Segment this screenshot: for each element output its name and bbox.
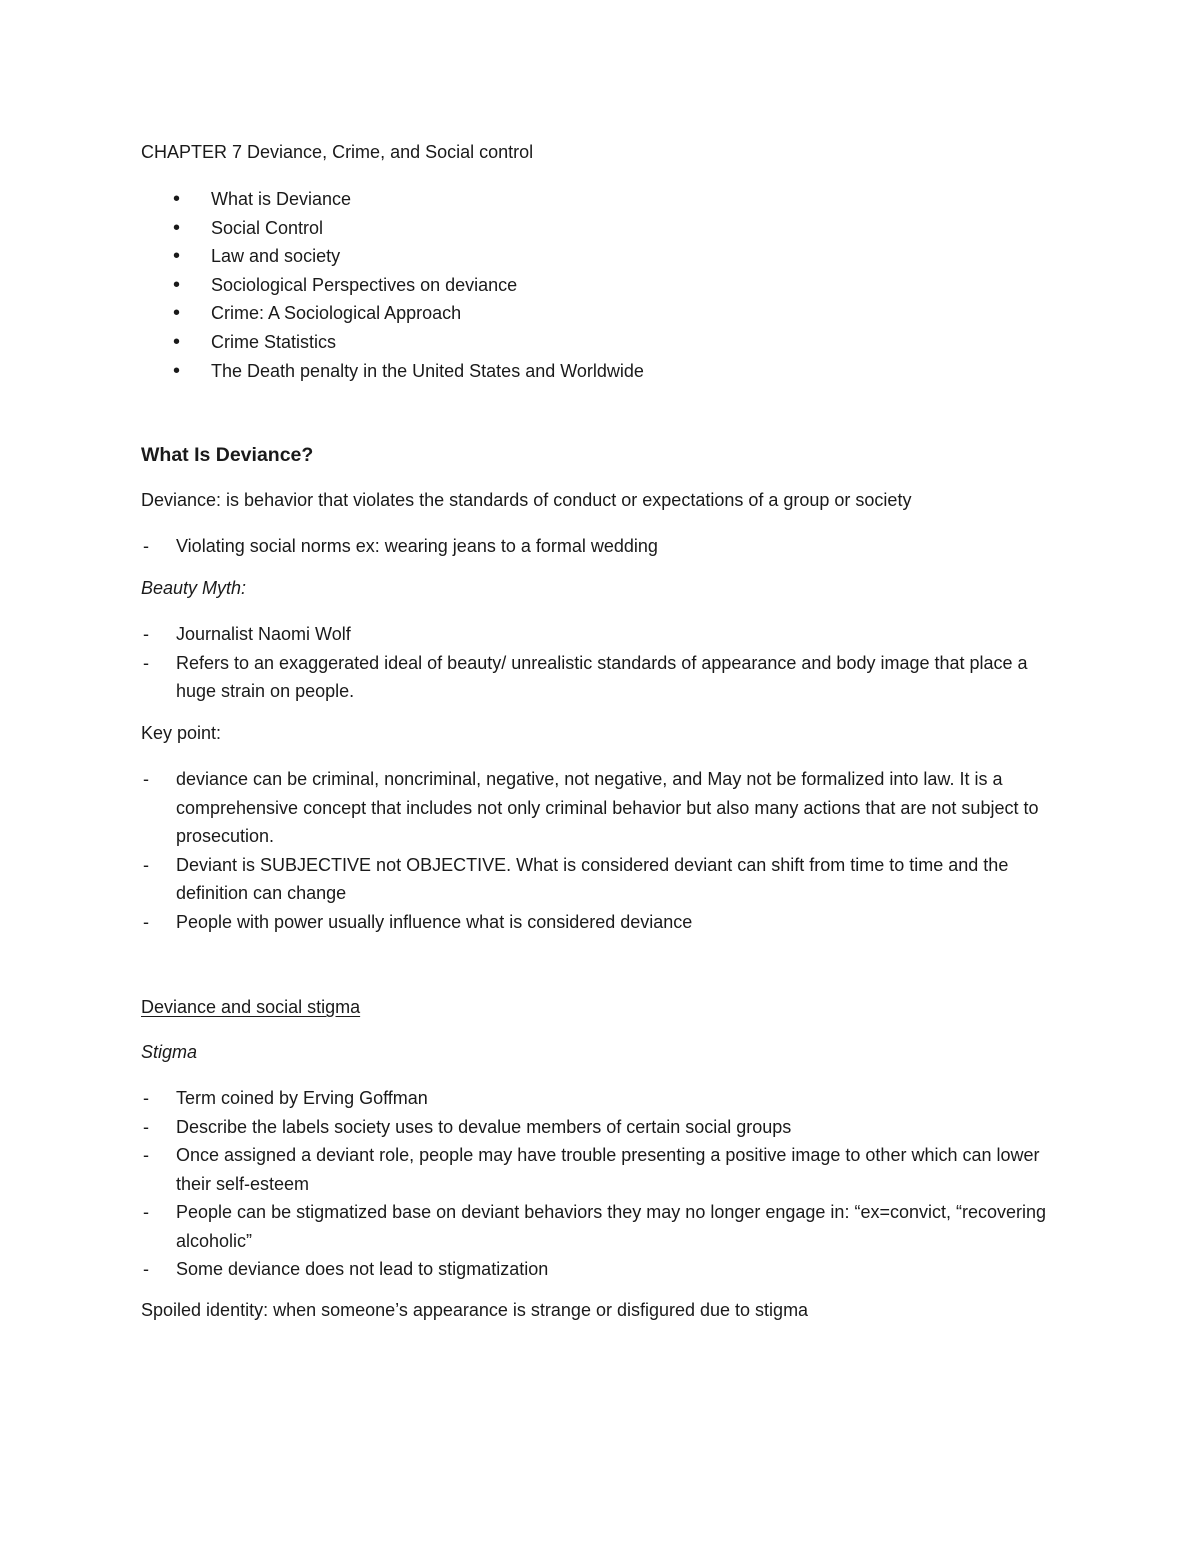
beauty-myth-points <box>141 620 1051 706</box>
stigma-points <box>141 1084 1051 1284</box>
outline-item: • Crime: A Sociological Approach <box>141 299 644 328</box>
chapter-title: CHAPTER 7 Deviance, Crime, and Social control <box>141 142 534 162</box>
key-points <box>141 765 1051 936</box>
section-heading-deviance-and-stigma: Deviance and social stigma <box>141 997 361 1017</box>
outline-item: • Social Control <box>141 214 644 243</box>
list-item: - deviance can be criminal, noncriminal, negative, not negative, and May not be formalized into law. It is a comprehensive concept that includes not only criminal behavior but also many actions that are not subject to prosecution. <box>141 765 1051 851</box>
list-item: - Deviant is SUBJECTIVE not OBJECTIVE. What is considered deviant can shift from time to time and the definition can change <box>141 851 1051 908</box>
list-item: - Some deviance does not lead to stigmatization <box>141 1255 1051 1284</box>
list-item: - Term coined by Erving Goffman <box>141 1084 1051 1113</box>
list-item: - Describe the labels society uses to devalue members of certain social groups <box>141 1113 1051 1142</box>
outline-item: • Sociological Perspectives on deviance <box>141 271 644 300</box>
deviance-points <box>141 532 1051 561</box>
chapter-outline <box>141 185 644 385</box>
list-item: - People can be stigmatized base on deviant behaviors they may no longer engage in: “ex=convict, “recovering alcoholic” <box>141 1198 1051 1255</box>
deviance-definition: Deviance: is behavior that violates the standards of conduct or expectations of a group or society <box>141 490 912 510</box>
list-item: - Refers to an exaggerated ideal of beauty/ unrealistic standards of appearance and body image that place a huge strain on people. <box>141 649 1051 706</box>
key-point-label: Key point: <box>141 723 222 743</box>
list-item: - Violating social norms ex: wearing jeans to a formal wedding <box>141 532 1051 561</box>
list-item: - Journalist Naomi Wolf <box>141 620 1051 649</box>
beauty-myth-label: Beauty Myth: <box>141 578 247 598</box>
list-item: - Once assigned a deviant role, people may have trouble presenting a positive image to other which can lower their self-esteem <box>141 1141 1051 1198</box>
outline-item: • Crime Statistics <box>141 328 644 357</box>
outline-item: • Law and society <box>141 242 644 271</box>
list-item: - People with power usually influence what is considered deviance <box>141 908 1051 937</box>
outline-item: • The Death penalty in the United States and Worldwide <box>141 357 644 386</box>
section-heading-what-is-deviance: What Is Deviance? <box>141 444 314 466</box>
spoiled-identity: Spoiled identity: when someone’s appearance is strange or disfigured due to stigma <box>141 1300 809 1320</box>
stigma-label: Stigma <box>141 1042 198 1062</box>
outline-item: • What is Deviance <box>141 185 644 214</box>
